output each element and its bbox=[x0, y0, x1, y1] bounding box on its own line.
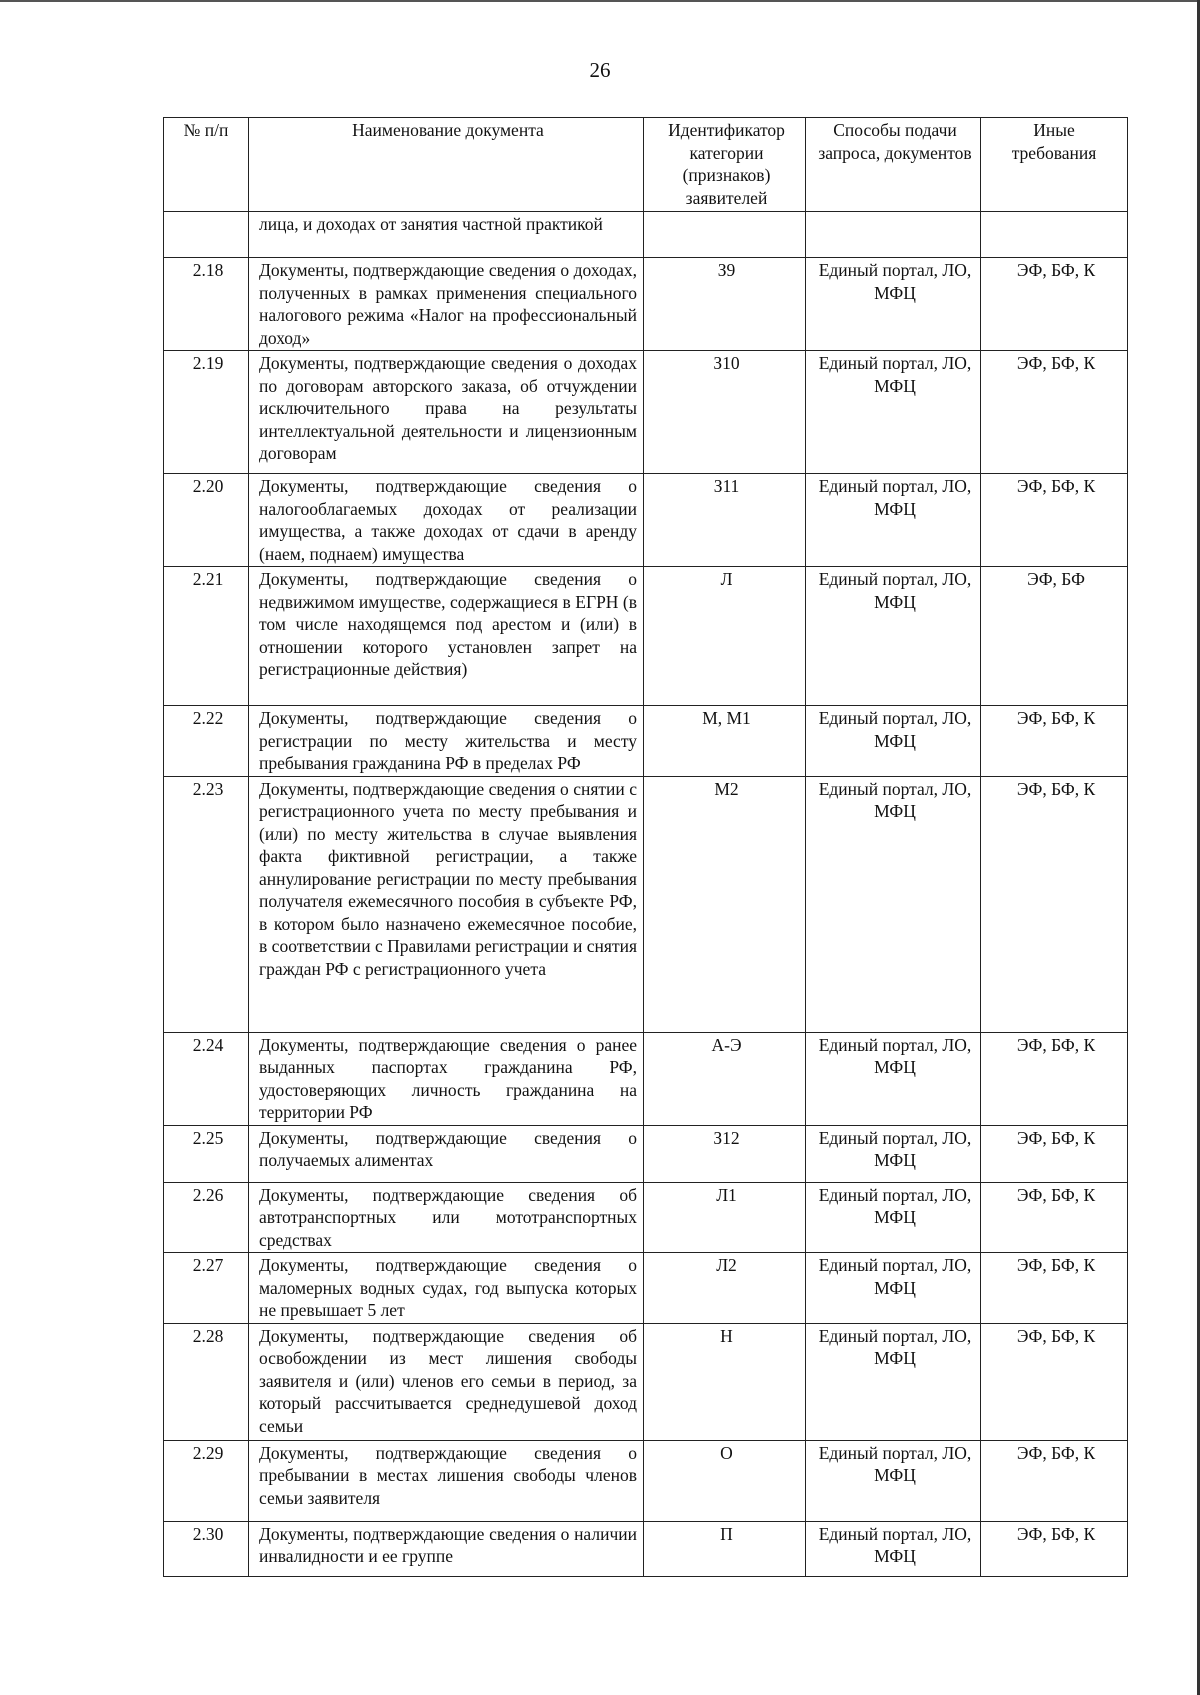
header-name: Наименование документа bbox=[249, 118, 644, 212]
row-id: М, М1 bbox=[644, 706, 806, 777]
documents-table bbox=[163, 117, 1128, 1577]
header-id: Идентификатор категории (признаков) заявителей bbox=[644, 118, 806, 212]
table-row bbox=[164, 706, 1128, 777]
header-other: Иные требования bbox=[981, 118, 1128, 212]
row-num: 2.24 bbox=[164, 1032, 249, 1125]
row-num: 2.30 bbox=[164, 1521, 249, 1576]
table-row bbox=[164, 567, 1128, 706]
table-row bbox=[164, 1440, 1128, 1521]
row-other: ЭФ, БФ, К bbox=[981, 1440, 1128, 1521]
row-methods: Единый портал, ЛО, МФЦ bbox=[806, 1032, 981, 1125]
row-num: 2.23 bbox=[164, 776, 249, 1032]
row-name: Документы, подтверждающие сведения о доходах, полученных в рамках применения специального налогового режима «Налог на профессиональный доход» bbox=[249, 258, 644, 351]
row-id: З12 bbox=[644, 1125, 806, 1182]
row-other: ЭФ, БФ, К bbox=[981, 1323, 1128, 1440]
row-id: З10 bbox=[644, 351, 806, 474]
row-num: 2.21 bbox=[164, 567, 249, 706]
row-num: 2.29 bbox=[164, 1440, 249, 1521]
row-name: Документы, подтверждающие сведения о пребывании в местах лишения свободы членов семьи заявителя bbox=[249, 1440, 644, 1521]
row-other: ЭФ, БФ bbox=[981, 567, 1128, 706]
row-name: Документы, подтверждающие сведения об автотранспортных или мототранспортных средствах bbox=[249, 1182, 644, 1253]
header-methods: Способы подачи запроса, документов bbox=[806, 118, 981, 212]
table-row bbox=[164, 474, 1128, 567]
row-other: ЭФ, БФ, К bbox=[981, 1253, 1128, 1324]
page-number: 26 bbox=[589, 58, 611, 82]
row-methods: Единый портал, ЛО, МФЦ bbox=[806, 567, 981, 706]
row-methods: Единый портал, ЛО, МФЦ bbox=[806, 706, 981, 777]
row-id: З9 bbox=[644, 258, 806, 351]
row-name: Документы, подтверждающие сведения о наличии инвалидности и ее группе bbox=[249, 1521, 644, 1576]
table-row bbox=[164, 1521, 1128, 1576]
row-methods: Единый портал, ЛО, МФЦ bbox=[806, 1125, 981, 1182]
row-num: 2.19 bbox=[164, 351, 249, 474]
table-row bbox=[164, 351, 1128, 474]
table-row bbox=[164, 1125, 1128, 1182]
row-other: ЭФ, БФ, К bbox=[981, 258, 1128, 351]
row-id: Л bbox=[644, 567, 806, 706]
row-methods: Единый портал, ЛО, МФЦ bbox=[806, 474, 981, 567]
row-name: Документы, подтверждающие сведения о доходах по договорам авторского заказа, об отчуждении исключительного права на результаты интеллектуальной деятельности и лицензионным договорам bbox=[249, 351, 644, 474]
row-other: ЭФ, БФ, К bbox=[981, 706, 1128, 777]
row-methods bbox=[806, 212, 981, 258]
scan-border-top bbox=[0, 0, 1200, 2]
row-name: Документы, подтверждающие сведения о получаемых алиментах bbox=[249, 1125, 644, 1182]
row-methods: Единый портал, ЛО, МФЦ bbox=[806, 1253, 981, 1324]
row-other: ЭФ, БФ, К bbox=[981, 776, 1128, 1032]
row-other bbox=[981, 212, 1128, 258]
row-name: Документы, подтверждающие сведения о ранее выданных паспортах гражданина РФ, удостоверяющих личность гражданина на территории РФ bbox=[249, 1032, 644, 1125]
row-name: Документы, подтверждающие сведения об освобождении из мест лишения свободы заявителя и (или) членов его семьи в период, за который рассчитывается среднедушевой доход семьи bbox=[249, 1323, 644, 1440]
row-name: Документы, подтверждающие сведения о снятии с регистрационного учета по месту пребывания и (или) по месту жительства в случае выявления факта фиктивной регистрации, а также аннулирование регистрации по месту пребывания получателя ежемесячного пособия в субъекте РФ, в котором было назначено ежемесячное пособие, в соответствии с Правилами регистрации и снятия граждан РФ с регистрационного учета bbox=[249, 776, 644, 1032]
row-methods: Единый портал, ЛО, МФЦ bbox=[806, 1521, 981, 1576]
row-name: Документы, подтверждающие сведения о регистрации по месту жительства и месту пребывания гражданина РФ в пределах РФ bbox=[249, 706, 644, 777]
row-num: 2.18 bbox=[164, 258, 249, 351]
table-row bbox=[164, 258, 1128, 351]
row-num: 2.22 bbox=[164, 706, 249, 777]
row-other: ЭФ, БФ, К bbox=[981, 1125, 1128, 1182]
table-row bbox=[164, 1032, 1128, 1125]
row-id: П bbox=[644, 1521, 806, 1576]
row-methods: Единый портал, ЛО, МФЦ bbox=[806, 1182, 981, 1253]
row-other: ЭФ, БФ, К bbox=[981, 1521, 1128, 1576]
row-id: Н bbox=[644, 1323, 806, 1440]
row-num: 2.25 bbox=[164, 1125, 249, 1182]
row-methods: Единый портал, ЛО, МФЦ bbox=[806, 351, 981, 474]
table-row bbox=[164, 1323, 1128, 1440]
row-id: Л2 bbox=[644, 1253, 806, 1324]
row-id: З11 bbox=[644, 474, 806, 567]
table-row bbox=[164, 776, 1128, 1032]
row-name: Документы, подтверждающие сведения о налогооблагаемых доходах от реализации имущества, а также доходах от сдачи в аренду (наем, поднаем) имущества bbox=[249, 474, 644, 567]
row-methods: Единый портал, ЛО, МФЦ bbox=[806, 1323, 981, 1440]
row-id: Л1 bbox=[644, 1182, 806, 1253]
row-num: 2.20 bbox=[164, 474, 249, 567]
row-name: Документы, подтверждающие сведения о маломерных водных судах, год выпуска которых не превышает 5 лет bbox=[249, 1253, 644, 1324]
row-id: М2 bbox=[644, 776, 806, 1032]
row-id: О bbox=[644, 1440, 806, 1521]
row-id: А-Э bbox=[644, 1032, 806, 1125]
header-num: № п/п bbox=[164, 118, 249, 212]
row-other: ЭФ, БФ, К bbox=[981, 1182, 1128, 1253]
row-other: ЭФ, БФ, К bbox=[981, 474, 1128, 567]
row-num: 2.27 bbox=[164, 1253, 249, 1324]
row-methods: Единый портал, ЛО, МФЦ bbox=[806, 776, 981, 1032]
row-num: 2.28 bbox=[164, 1323, 249, 1440]
row-name: лица, и доходах от занятия частной практикой bbox=[249, 212, 644, 258]
table-header-row bbox=[164, 118, 1128, 212]
row-other: ЭФ, БФ, К bbox=[981, 351, 1128, 474]
table-row bbox=[164, 1253, 1128, 1324]
row-id bbox=[644, 212, 806, 258]
row-other: ЭФ, БФ, К bbox=[981, 1032, 1128, 1125]
row-num: 2.26 bbox=[164, 1182, 249, 1253]
row-num bbox=[164, 212, 249, 258]
row-methods: Единый портал, ЛО, МФЦ bbox=[806, 1440, 981, 1521]
row-methods: Единый портал, ЛО, МФЦ bbox=[806, 258, 981, 351]
table-row bbox=[164, 212, 1128, 258]
table-row bbox=[164, 1182, 1128, 1253]
row-name: Документы, подтверждающие сведения о недвижимом имуществе, содержащиеся в ЕГРН (в том числе находящемся под арестом и (или) в отношении которого установлен запрет на регистрационные действия) bbox=[249, 567, 644, 706]
